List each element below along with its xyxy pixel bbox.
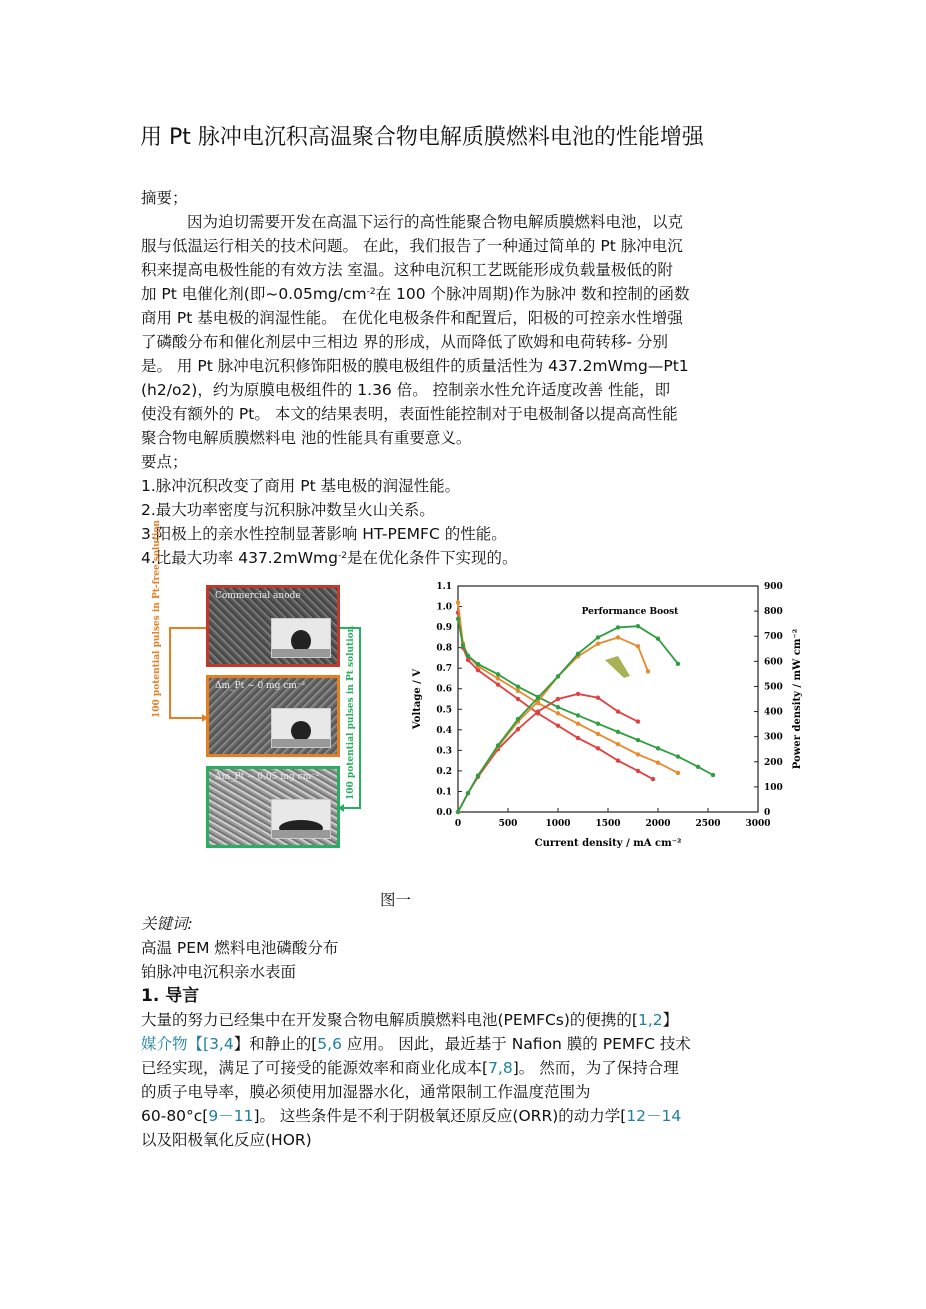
y-right-tick-label: 600 [764, 657, 783, 668]
citation-link[interactable]: 1,2 [637, 1011, 663, 1029]
intro-line [141, 1032, 789, 1056]
data-point [556, 705, 560, 709]
series-line-1 [458, 602, 678, 773]
x-axis-label: Current density / mA cm⁻² [534, 838, 682, 849]
citation-link[interactable]: [3,4 [203, 1035, 234, 1053]
intro-line: 的质子电导率，膜必须使用加湿器水化，通常限制工作温度范围为 [141, 1083, 591, 1101]
data-point [616, 758, 620, 762]
intro-line: 以及阳极氧化反应(HOR) [141, 1131, 312, 1149]
data-point [636, 624, 640, 628]
arrowhead [338, 804, 344, 812]
intro-text: ]。 这些条件是不利于阴极氧还原反应(ORR)的动力学[ [253, 1107, 627, 1125]
data-point [516, 684, 520, 688]
annotation-performance-boost: Performance Boost [581, 607, 679, 617]
data-point [516, 727, 520, 731]
data-point [576, 721, 580, 725]
data-point [636, 752, 640, 756]
plot-frame [458, 586, 758, 812]
keypoint-prefix: 4.比最大功率 437.2mWmg [141, 549, 338, 567]
y-right-tick-label: 300 [764, 732, 783, 743]
abstract-line: 了磷酸分布和催化剂层中三相边 界的形成，从而降低了欧姆和电荷转移- 分别 [141, 333, 668, 351]
data-point [596, 635, 600, 639]
data-point [516, 717, 520, 721]
data-point [616, 730, 620, 734]
data-point [576, 692, 580, 696]
data-point [656, 637, 660, 641]
abstract-line: 聚合物电解质膜燃料电 池的性能具有重要意义。 [141, 429, 472, 447]
abstract-line-prefix: 加 Pt 电催化剂(即~0.05mg/cm [141, 285, 367, 303]
abstract-section [141, 186, 789, 570]
x-tick-label: 2500 [695, 819, 721, 829]
panel-label: Commercial anode [215, 591, 301, 601]
y-left-tick-label: 0.1 [436, 787, 452, 798]
data-point [656, 760, 660, 764]
keywords-label: 关键词: [141, 915, 193, 933]
y-right-axis-label: Power density / mW cm⁻² [792, 628, 803, 770]
series-line-0 [458, 613, 653, 779]
y-left-tick-label: 0.9 [436, 623, 452, 634]
data-point [596, 696, 600, 700]
data-point [656, 746, 660, 750]
boost-arrow [605, 656, 630, 678]
data-point [456, 600, 460, 604]
data-point [636, 738, 640, 742]
abstract-line [141, 282, 789, 306]
data-point [516, 697, 520, 701]
y-right-tick-label: 800 [764, 607, 783, 618]
keypoint: 3.阳极上的亲水性控制显著影响 HT-PEMFC 的性能。 [141, 525, 507, 543]
y-right-tick-label: 900 [764, 582, 783, 592]
intro-text: 应用。 因此，最近基于 Nafion 膜的 PEMFC 技术 [341, 1035, 691, 1053]
data-point [461, 643, 465, 647]
y-right-tick-label: 700 [764, 632, 783, 643]
citation-link[interactable]: 9－11 [208, 1107, 254, 1125]
x-tick-label: 3000 [745, 819, 771, 829]
abstract-line-suffix: 在 100 个脉冲周期)作为脉冲 数和控制的函数 [375, 285, 690, 303]
abstract-line: 商用 Pt 基电极的润湿性能。 在优化电极条件和配置后，阳极的可控亲水性增强 [141, 309, 683, 327]
y-left-tick-label: 0.0 [436, 808, 452, 818]
y-left-axis-label: Voltage / V [412, 668, 423, 730]
y-left-tick-label: 0.2 [436, 766, 452, 777]
intro-text: ]。 然而，为了保持合理 [512, 1059, 679, 1077]
data-point [536, 709, 540, 713]
data-point [596, 721, 600, 725]
y-left-tick-label: 0.8 [436, 643, 452, 654]
panel-label: Δm_Pt ~ 0 mg cm⁻² [215, 681, 306, 691]
data-point [466, 654, 470, 658]
y-left-tick-label: 0.4 [436, 725, 452, 736]
x-tick-label: 1500 [595, 819, 621, 829]
y-right-tick-label: 200 [764, 757, 783, 768]
data-point [596, 642, 600, 646]
data-point [676, 662, 680, 666]
data-point [556, 724, 560, 728]
data-point [616, 635, 620, 639]
section-heading: 1. 导言 [141, 986, 200, 1006]
superscript: -2 [366, 287, 376, 297]
data-point [596, 732, 600, 736]
abstract-line: 因为迫切需要开发在高温下运行的高性能聚合物电解质膜燃料电池，以克 [187, 213, 684, 231]
data-point [616, 625, 620, 629]
data-point [556, 711, 560, 715]
abstract-line: 使没有额外的 Pt。 本文的结果表明，表面性能控制对于电极制备以提高高性能 [141, 405, 678, 423]
abstract-line: (h2/o2)，约为原膜电极组件的 1.36 倍。 控制亲水性允许适度改善 性能，即 [141, 381, 671, 399]
abstract-line: 积来提高电极性能的有效方法 室温。这种电沉积工艺既能形成负载量极低的附 [141, 261, 673, 279]
y-left-tick-label: 0.3 [436, 746, 452, 757]
y-right-tick-label: 0 [764, 808, 771, 818]
data-point [616, 742, 620, 746]
data-point [496, 682, 500, 686]
polarization-chart [400, 578, 815, 856]
x-tick-label: 0 [454, 819, 462, 829]
superscript: -2 [337, 551, 347, 561]
series-line-3 [458, 694, 638, 812]
intro-text: 已经实现，满足了可接受的能源效率和商业化成本[ [141, 1059, 489, 1077]
data-point [536, 696, 540, 700]
data-point [676, 771, 680, 775]
intro-text: 媒介物【 [141, 1035, 204, 1053]
y-left-tick-label: 1.1 [436, 582, 452, 592]
data-point [576, 652, 580, 656]
data-point [576, 713, 580, 717]
intro-line [141, 1056, 789, 1080]
data-point [466, 791, 470, 795]
x-tick-label: 500 [498, 819, 518, 829]
y-left-tick-label: 0.6 [436, 684, 452, 695]
intro-text: 】和静止的[ [233, 1035, 318, 1053]
data-point [711, 773, 715, 777]
data-point [636, 719, 640, 723]
data-point [636, 769, 640, 773]
keypoint: 1.脉冲沉积改变了商用 Pt 基电极的润湿性能。 [141, 477, 461, 495]
abstract-line: 是。 用 Pt 脉冲电沉积修饰阳极的膜电极组件的质量活性为 437.2mWmg—Pt1 [141, 357, 689, 375]
keypoint [141, 546, 789, 570]
keypoints-label: 要点； [141, 453, 188, 471]
chart-root [412, 582, 803, 849]
data-point [651, 777, 655, 781]
data-point [476, 668, 480, 672]
data-point [476, 773, 480, 777]
y-left-tick-label: 0.5 [436, 705, 452, 716]
intro-text: 60-80°c[ [141, 1107, 209, 1125]
figure-caption: 图一 [380, 891, 412, 909]
data-point [696, 765, 700, 769]
arrow-label-pt-free: 100 potential pulses in Pt-free solution [152, 520, 162, 718]
citation-link[interactable]: 12－14 [626, 1107, 682, 1125]
citation-link[interactable]: 5,6 [317, 1035, 342, 1053]
data-point [646, 669, 650, 673]
intro-line [141, 1008, 789, 1032]
data-point [616, 709, 620, 713]
y-left-tick-label: 0.7 [436, 664, 452, 675]
arrowhead [202, 714, 208, 722]
data-point [476, 662, 480, 666]
data-point [456, 617, 460, 621]
intro-text: 大量的努力已经集中在开发聚合物电解质膜燃料电池(PEMFCs)的便携的[ [141, 1011, 638, 1029]
data-point [556, 674, 560, 678]
y-left-tick-label: 1.0 [436, 602, 452, 613]
intro-text: 】 [662, 1011, 679, 1029]
data-point [576, 736, 580, 740]
keypoint-suffix: 是在优化条件下实现的。 [346, 549, 518, 567]
keyword: 铂脉冲电沉积亲水表面 [141, 963, 297, 981]
abstract-line: 服与低温运行相关的技术问题。 在此，我们报告了一种通过简单的 Pt 脉冲电沉 [141, 237, 683, 255]
x-tick-label: 1000 [545, 819, 571, 829]
data-point [456, 810, 460, 814]
keyword: 高温 PEM 燃料电池磷酸分布 [141, 939, 339, 957]
data-point [516, 689, 520, 693]
y-right-tick-label: 400 [764, 707, 783, 718]
abstract-label: 摘要； [141, 189, 188, 207]
keypoint: 2.最大功率密度与沉积脉冲数呈火山关系。 [141, 501, 435, 519]
data-point [676, 754, 680, 758]
data-point [496, 676, 500, 680]
data-point [636, 644, 640, 648]
data-point [596, 746, 600, 750]
citation-link[interactable]: 7,8 [488, 1059, 513, 1077]
x-tick-label: 2000 [645, 819, 671, 829]
y-right-tick-label: 100 [764, 782, 783, 793]
page-title: 用 Pt 脉冲电沉积高温聚合物电解质膜燃料电池的性能增强 [140, 125, 704, 150]
data-point [496, 743, 500, 747]
arrow-label-pt: 100 potential pulses in Pt solution [346, 625, 356, 800]
data-point [556, 697, 560, 701]
intro-line [141, 1104, 789, 1128]
keywords-section [141, 912, 789, 1152]
panel-label: Δm_Pt ~ 0.05 mg cm⁻² [215, 772, 320, 782]
data-point [496, 672, 500, 676]
y-right-tick-label: 500 [764, 682, 783, 693]
